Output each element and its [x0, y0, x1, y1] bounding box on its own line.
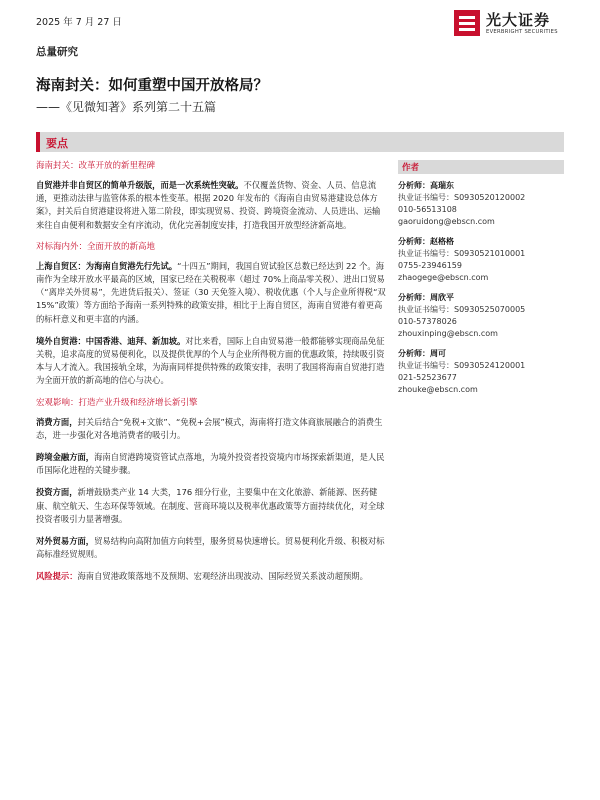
analyst-name: 分析师：周欣平: [398, 293, 454, 302]
everbright-logo-icon: [452, 8, 482, 38]
analyst-license: 执业证书编号：S0930520120002: [398, 193, 526, 202]
analyst-license: 执业证书编号：S0930525070005: [398, 305, 526, 314]
analyst-license: 执业证书编号：S0930524120001: [398, 361, 526, 370]
main-content: [36, 160, 388, 584]
authors-heading: 作者: [402, 163, 420, 173]
paragraph-lead: 境外自贸港：中国香港、迪拜、新加坡。: [36, 335, 186, 346]
section-heading: 对标海内外：全面开放的新高地: [36, 241, 156, 252]
analyst-email[interactable]: zhouxinping@ebscn.com: [398, 329, 498, 338]
report-category: 总量研究: [36, 46, 78, 58]
band-accent-bar: [36, 132, 40, 152]
paragraph-text: “十四五”期间，我国自贸试验区总数已经达到 22 个。海南作为全球开放水平最高的区域，国家已经在关税税率（超过 70%上商品零关税）、进出口贸易（“离岸关外贸易”，先进货后报关）、签证（30 天免签入境）、税收优惠（个人与企业所得税“双 15%”政策）等方面给予海南一系列特殊的政策安排，相比于上海自贸区，海南自贸港有着更高的标杆意义和更丰富的内涵。: [36, 260, 386, 324]
risk-text: 海南自贸港政策落地不及预期、宏观经济出现波动、国际经贸关系波动超预期。: [77, 571, 368, 582]
analyst-phone: 021-52523677: [398, 373, 457, 382]
analyst-phone: 010-56513108: [398, 205, 457, 214]
brand-name-cn: 光大证券: [486, 11, 551, 29]
analyst-name: 分析师：赵格格: [398, 237, 454, 246]
section-paragraph: [36, 260, 388, 326]
risk-label: 风险提示：: [36, 571, 78, 582]
paragraph-text: 海南自贸港跨境资管试点落地，为境外投资者投资境内市场探索新渠道，是人民币国际化进程的关键步骤。: [36, 452, 385, 476]
section-paragraph: [36, 535, 388, 561]
summary-band-label: 要点: [46, 137, 68, 150]
authors-heading-bar: [398, 160, 564, 174]
report-subtitle: ——《见微知著》系列第二十五篇: [36, 100, 217, 114]
analyst-phone: 0755-23946159: [398, 261, 462, 270]
paragraph-text: 新增鼓励类产业 14 大类，176 细分行业，主要集中在文化旅游、新能源、医药健康、航空航天、生态环保等领域。在制度、营商环境以及税率优惠政策等方面持续优化，对全球投资者吸引力显著增强。: [36, 487, 385, 524]
report-title: 海南封关：如何重塑中国开放格局？: [36, 78, 268, 94]
paragraph-lead: 投资方面，: [36, 487, 78, 498]
authors-sidebar: [398, 160, 564, 404]
analyst-license: 执业证书编号：S0930521010001: [398, 249, 526, 258]
analyst-card: [398, 348, 564, 396]
brand-name-en: EVERBRIGHT SECURITIES: [486, 29, 558, 35]
paragraph-lead: 对外贸易方面，: [36, 536, 95, 547]
paragraph-lead: 自贸港并非自贸区的简单升级版，而是一次系统性突破。: [36, 180, 244, 190]
section-paragraph: [36, 179, 388, 232]
analyst-name: 分析师：周可: [398, 349, 446, 358]
paragraph-text: 对比来看，国际上自由贸易港一般都能够实现商品免征关税，追求高度的贸易便利化，以及提供优厚的个人与企业所得税方面的优惠政策，持续吸引资本与人才流入。我国接轨全球，为海南同样提供特殊的政策安排，表明了我国将海南自贸港打造为全面开放的新高地的信心与决心。: [36, 335, 385, 386]
paragraph-lead: 跨境金融方面，: [36, 452, 95, 463]
section-heading: 宏观影响：打造产业升级和经济增长新引擎: [36, 397, 198, 408]
section-paragraph: [36, 486, 388, 526]
paragraph-text: 不仅覆盖货物、资金、人员、信息流通，更推动法律与监管体系的根本性变革。根据 2020 年发布的《海南自由贸易港建设总体方案》，封关后自贸港建设将进入第二阶段，即实现贸易、投资、跨境资金流动、人员进出、运输来往自由便利和数据安全有序流动，优化完善制度安排，打造我国开放型经济新高地。: [36, 180, 381, 230]
analyst-card: [398, 292, 564, 340]
section-paragraph: [36, 451, 388, 477]
analyst-email[interactable]: zhaogege@ebscn.com: [398, 273, 489, 282]
paragraph-lead: 上海自贸区：为海南自贸港先行先试。: [36, 260, 178, 271]
section-paragraph: [36, 335, 388, 388]
paragraph-text: 封关后结合“免税+文旅”、“免税+会展”模式，海南将打造文体商旅展融合的消费生态，进一步强化对各地消费者的吸引力。: [36, 416, 383, 440]
paragraph-lead: 消费方面，: [36, 416, 78, 427]
paragraph-text: 贸易结构向高附加值方向转型，服务贸易快速增长。贸易便利化升级、积极对标高标准经贸规则。: [36, 536, 385, 560]
analyst-card: [398, 180, 564, 228]
analyst-email[interactable]: zhouke@ebscn.com: [398, 385, 478, 394]
analyst-name: 分析师：高瑞东: [398, 181, 454, 190]
analyst-email[interactable]: gaoruidong@ebscn.com: [398, 217, 495, 226]
section-paragraph: [36, 416, 388, 442]
analyst-phone: 010-57378026: [398, 317, 457, 326]
report-date: 2025 年 7 月 27 日: [36, 17, 122, 28]
analyst-card: [398, 236, 564, 284]
section-heading: 海南封关：改革开放的新里程碑: [36, 161, 156, 171]
risk-warning: [36, 570, 388, 583]
brand-logo: [452, 8, 572, 40]
summary-band: [36, 132, 564, 152]
